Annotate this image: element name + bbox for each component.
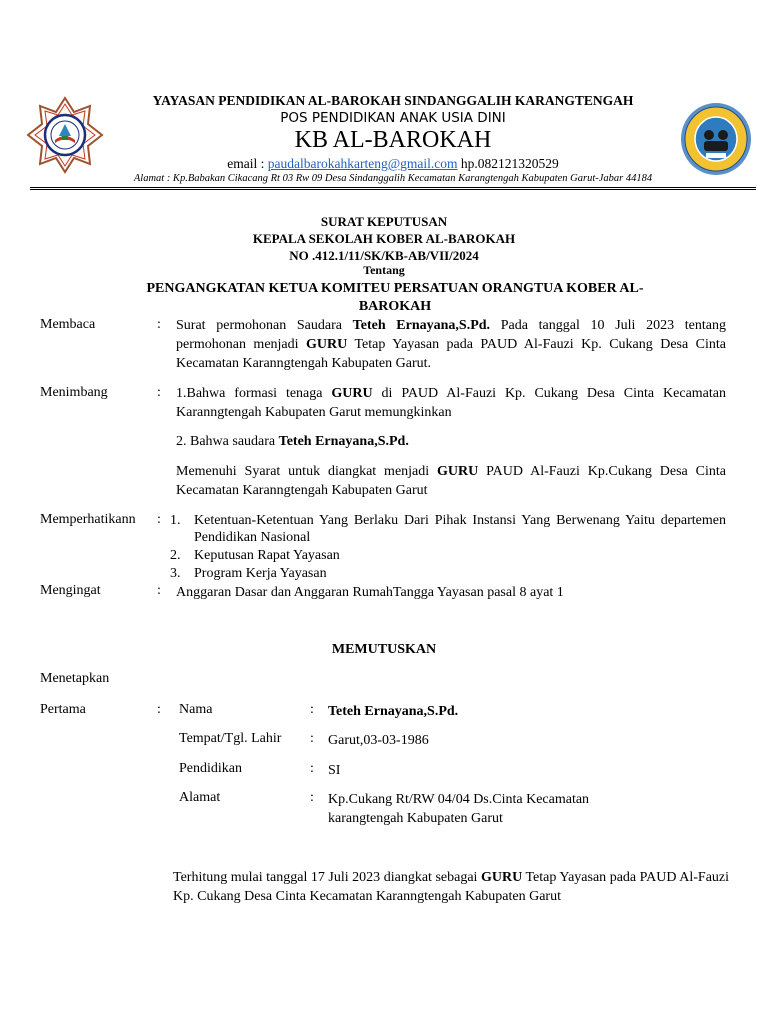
membaca-colon: : bbox=[157, 317, 161, 332]
list-item-number: 1. bbox=[170, 513, 181, 528]
field-colon: : bbox=[310, 702, 314, 717]
subject-label: Tentang bbox=[363, 263, 405, 277]
paud-seal-icon bbox=[680, 102, 752, 176]
email-link[interactable]: paudalbarokahkarteng@gmail.com bbox=[267, 156, 458, 171]
issuer-title: KEPALA SEKOLAH KOBER AL-BAROKAH bbox=[252, 231, 516, 246]
menimbang-point-3: Memenuhi Syarat untuk diangkat menjadi GURU PAUD Al-Fauzi Kp.Cukang Desa Cinta Kecamatan Karanngtengah Kabupaten Garut bbox=[176, 464, 726, 498]
document-number: NO .412.1/11/SK/KB-AB/VII/2024 bbox=[289, 248, 479, 263]
school-emblem-icon bbox=[26, 96, 104, 174]
field-label-pendidikan: Pendidikan bbox=[179, 761, 242, 776]
field-value-nama: Teteh Ernayana,S.Pd. bbox=[328, 704, 459, 719]
field-value-pendidikan: SI bbox=[328, 763, 341, 778]
membaca-label: Membaca bbox=[40, 317, 96, 332]
school-name: KB AL-BAROKAH bbox=[294, 127, 492, 153]
memperhatikan-colon: : bbox=[157, 512, 161, 527]
list-item-number: 3. bbox=[170, 566, 181, 581]
field-value-ttl: Garut,03-03-1986 bbox=[328, 733, 429, 748]
list-item: Program Kerja Yayasan bbox=[194, 566, 327, 581]
mengingat-label: Mengingat bbox=[40, 583, 101, 598]
list-item: Ketentuan-Ketentuan Yang Berlaku Dari Pihak Instansi Yang Berwenang Yaitu departemen Pendidikan Nasional bbox=[194, 513, 726, 545]
field-label-nama: Nama bbox=[179, 702, 213, 717]
contact-line bbox=[110, 156, 676, 172]
menetapkan-label: Menetapkan bbox=[40, 671, 110, 686]
menimbang-point-2: 2. Bahwa saudara Teteh Ernayana,S.Pd. bbox=[176, 434, 409, 449]
phone-number: hp.082121320529 bbox=[457, 156, 559, 171]
field-colon: : bbox=[310, 761, 314, 776]
menimbang-point-1: 1.Bahwa formasi tenaga GURU di PAUD Al-Fauzi Kp. Cukang Desa Cinta Kecamatan Karanngtengah Kabupaten Garut memungkinkan bbox=[176, 386, 726, 420]
letterhead-divider bbox=[30, 187, 756, 190]
closing-paragraph: Terhitung mulai tanggal 17 Juli 2023 diangkat sebagai GURU Tetap Yayasan pada PAUD Al-Fauzi Kp. Cukang Desa Cinta Kecamatan Karanngtengah Kabupaten Garut bbox=[173, 870, 730, 904]
field-label-ttl: Tempat/Tgl. Lahir bbox=[179, 731, 282, 746]
school-address: Alamat : Kp.Babakan Cikacang Rt 03 Rw 09 Desa Sindanggalih Kecamatan Karangtengah Kabupaten Garut-Jabar 44184 bbox=[133, 173, 653, 184]
email-label: email : bbox=[227, 156, 268, 171]
list-item-number: 2. bbox=[170, 548, 181, 563]
mengingat-colon: : bbox=[157, 583, 161, 598]
document-title: SURAT KEPUTUSAN bbox=[320, 214, 448, 229]
menimbang-colon: : bbox=[157, 385, 161, 400]
subject-title: PENGANGKATAN KETUA KOMITEU PERSATUAN ORANGTUA KOBER AL-BAROKAH bbox=[146, 281, 644, 314]
menimbang-label: Menimbang bbox=[40, 385, 108, 400]
list-item: Keputusan Rapat Yayasan bbox=[194, 548, 340, 563]
membaca-text: Surat permohonan Saudara Teteh Ernayana,S.Pd. Pada tanggal 10 Juli 2023 tentang permohonan menjadi GURU Tetap Yayasan pada PAUD Al-Fauzi Kp. Cukang Desa Cinta Kecamatan Karanngtengah Kabupaten Garut. bbox=[176, 318, 727, 371]
field-colon: : bbox=[310, 731, 314, 746]
mengingat-text: Anggaran Dasar dan Anggaran RumahTangga Yayasan pasal 8 ayat 1 bbox=[176, 585, 564, 600]
pertama-colon: : bbox=[157, 702, 161, 717]
memperhatikan-label: Memperhatikann bbox=[40, 512, 136, 527]
field-value-alamat: Kp.Cukang Rt/RW 04/04 Ds.Cinta Kecamatan karangtengah Kabupaten Garut bbox=[328, 792, 590, 826]
field-colon: : bbox=[310, 790, 314, 805]
field-label-alamat: Alamat bbox=[179, 790, 221, 805]
foundation-name: YAYASAN PENDIDIKAN AL-BAROKAH SINDANGGALIH KARANGTENGAH bbox=[152, 93, 634, 108]
institution-subtitle: POS PENDIDIKAN ANAK USIA DINI bbox=[280, 110, 506, 126]
decision-heading: MEMUTUSKAN bbox=[331, 642, 437, 657]
pertama-label: Pertama bbox=[40, 702, 86, 717]
